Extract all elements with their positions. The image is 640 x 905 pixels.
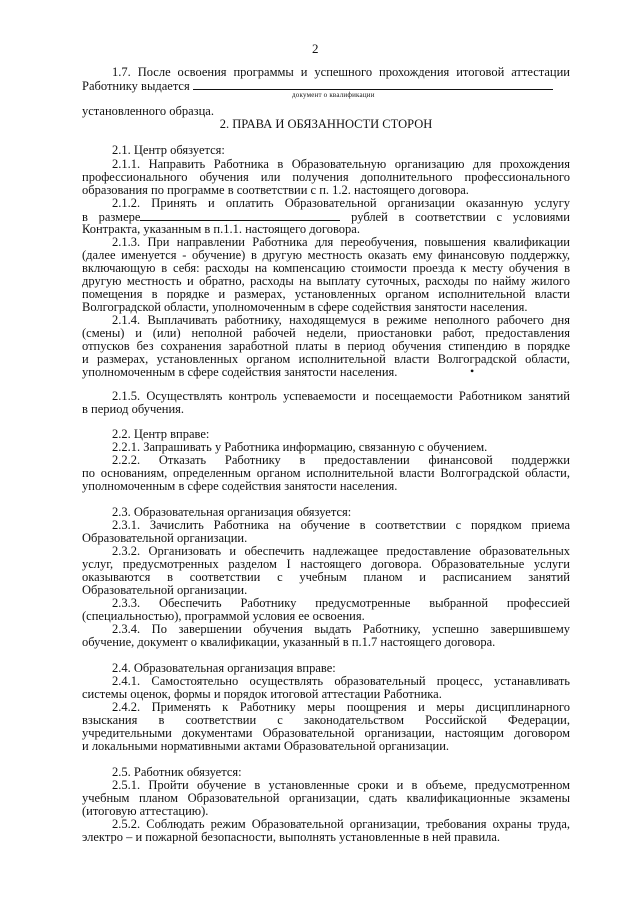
clause-1-7-line-1: 1.7. После освоения программы и успешного прохождения итоговой аттестации (112, 65, 570, 79)
clause-2-1-1-line: профессионального обучения или получения дополнительного профессионального (82, 170, 570, 184)
clause-2-3-2-line: оказываются в соответствии с учебным планом и расписанием занятий (82, 570, 570, 584)
clause-2-2-2-line: уполномоченным в сфере содействия занятости населения. (82, 479, 398, 493)
clause-2-3-1-line: 2.3.1. Зачислить Работника на обучение в соответствии с порядком приема (112, 518, 570, 532)
clause-2-1-4-line: уполномоченным в сфере содействия занятости населения. (82, 365, 398, 379)
clause-2-1-4-line: и размерах, установленных органом исполнительной власти Волгоградской области, (82, 352, 570, 366)
clause-2-1-1-line: образования по программе в соответствии с п. 1.2. настоящего договора. (82, 183, 469, 197)
clause-2-2-2-line: по основаниям, определенным органом исполнительной власти Волгоградской области, (82, 466, 570, 480)
amount-suffix: рублей в соответствии с условиями (351, 210, 571, 224)
clause-2-5-2-line: электро – и пожарной безопасности, выполнять установленные в ней правила. (82, 830, 501, 844)
clause-2-1-3-line: помещения в порядке и размерах, установленных органом исполнительной власти (82, 287, 570, 301)
clause-2-1-3-line: включающую в себя: расходы на компенсацию стоимости проезда к месту обучения в (82, 261, 570, 275)
clause-2-2-1-line: 2.2.1. Запрашивать у Работника информацию, связанную с обучением. (112, 440, 488, 454)
clause-2-3-4-line: 2.3.4. По завершении обучения выдать Работнику, успешно завершившему (112, 622, 570, 636)
clause-2-3-heading: 2.3. Образовательная организация обязуется: (112, 505, 352, 519)
clause-1-7-prefix: Работнику выдается (82, 79, 190, 93)
clause-2-1-2-line-3: Контракта, указанным в п.1.1. настоящего договора. (82, 222, 360, 236)
clause-1-7-line-3: установленного образца. (82, 104, 214, 118)
clause-2-3-4-line: обучение, документ о квалификации, указанный в п.1.7 настоящего договора. (82, 635, 496, 649)
clause-2-5-1-line: учебным планом Образовательной организации, сдать квалификационные экзамены (82, 791, 570, 805)
clause-2-1-5-line: в период обучения. (82, 402, 185, 416)
clause-2-1-5-line: 2.1.5. Осуществлять контроль успеваемости и посещаемости Работником занятий (112, 389, 570, 403)
clause-2-4-2-line: учредительными документами Образовательной организации, настоящим договором (82, 726, 570, 740)
clause-2-1-1-line: 2.1.1. Направить Работника в Образовательную организацию для прохождения (112, 157, 570, 171)
clause-2-1-2-line-1: 2.1.2. Принять и оплатить Образовательной организации оказанную услугу (112, 196, 570, 210)
clause-2-4-2-line: взыскания в соответствии с законодательством Российской Федерации, (82, 713, 570, 727)
clause-2-5-1-line: 2.5.1. Пройти обучение в установленные сроки и в объеме, предусмотренном (112, 778, 570, 792)
clause-2-3-1-line: Образовательной организации. (82, 531, 248, 545)
clause-2-2-2-line: 2.2.2. Отказать Работнику в предоставлении финансовой поддержки (112, 453, 570, 467)
clause-2-1-4-line: отпусков без сохранения заработной платы в период обучения стипендию в порядке (82, 339, 570, 353)
clause-2-4-1-line: 2.4.1. Самостоятельно осуществлять образовательный процесс, устанавливать (112, 674, 570, 688)
clause-2-3-2-line: услуг, предусмотренных разделом I настоящего договора. Образовательные услуги (82, 557, 570, 571)
clause-2-5-heading: 2.5. Работник обязуется: (112, 765, 242, 779)
clause-2-1-4-line: (смены) и (или) неполной рабочей недели, приостановки работ, предоставления (82, 326, 570, 340)
clause-2-1-3-line: Волгоградской области, уполномоченным в сфере содействия занятости населения. (82, 300, 528, 314)
clause-2-4-heading: 2.4. Образовательная организация вправе: (112, 661, 336, 675)
clause-2-1-heading: 2.1. Центр обязуется: (112, 143, 225, 157)
clause-2-1-4-line: 2.1.4. Выплачивать работнику, находящемуся в режиме неполного рабочего дня (112, 313, 570, 327)
clause-2-3-2-line: Образовательной организации. (82, 583, 248, 597)
clause-2-4-1-line: системы оценок, формы и порядок итоговой аттестации Работника. (82, 687, 442, 701)
section-2-title: 2. ПРАВА И ОБЯЗАННОСТИ СТОРОН (219, 117, 433, 131)
clause-2-4-2-line: 2.4.2. Применять к Работнику меры поощрения и меры дисциплинарного (112, 700, 570, 714)
clause-2-1-3-line: (далее именуется - обучение) в другую местность оказать ему финансовую поддержку, (82, 248, 570, 262)
clause-2-5-1-line: (итоговую аттестацию). (82, 804, 209, 818)
clause-2-3-3-line: (специальностью), программой условия ее освоения. (82, 609, 365, 623)
amount-prefix: в размере (82, 210, 141, 224)
amount-blank-line (140, 210, 340, 221)
page-number: 2 (312, 41, 319, 56)
document-type-hint: документ о квалификации (292, 91, 375, 99)
clause-2-4-2-line: и локальными нормативными актами Образовательной организации. (82, 739, 450, 753)
clause-2-3-3-line: 2.3.3. Обеспечить Работнику предусмотренные выбранной профессией (112, 596, 570, 610)
stray-mark: • (470, 364, 475, 378)
clause-2-2-heading: 2.2. Центр вправе: (112, 427, 210, 441)
clause-2-1-3-line: другую местность и обратно, расходы на выплату суточных, расходы по найму жилого (82, 274, 570, 288)
clause-2-5-2-line: 2.5.2. Соблюдать режим Образовательной организации, требования охраны труда, (112, 817, 570, 831)
clause-2-1-3-line: 2.1.3. При направлении Работника для переобучения, повышения квалификации (112, 235, 570, 249)
clause-2-3-2-line: 2.3.2. Организовать и обеспечить надлежащее предоставление образовательных (112, 544, 570, 558)
document-blank-line (193, 79, 553, 90)
